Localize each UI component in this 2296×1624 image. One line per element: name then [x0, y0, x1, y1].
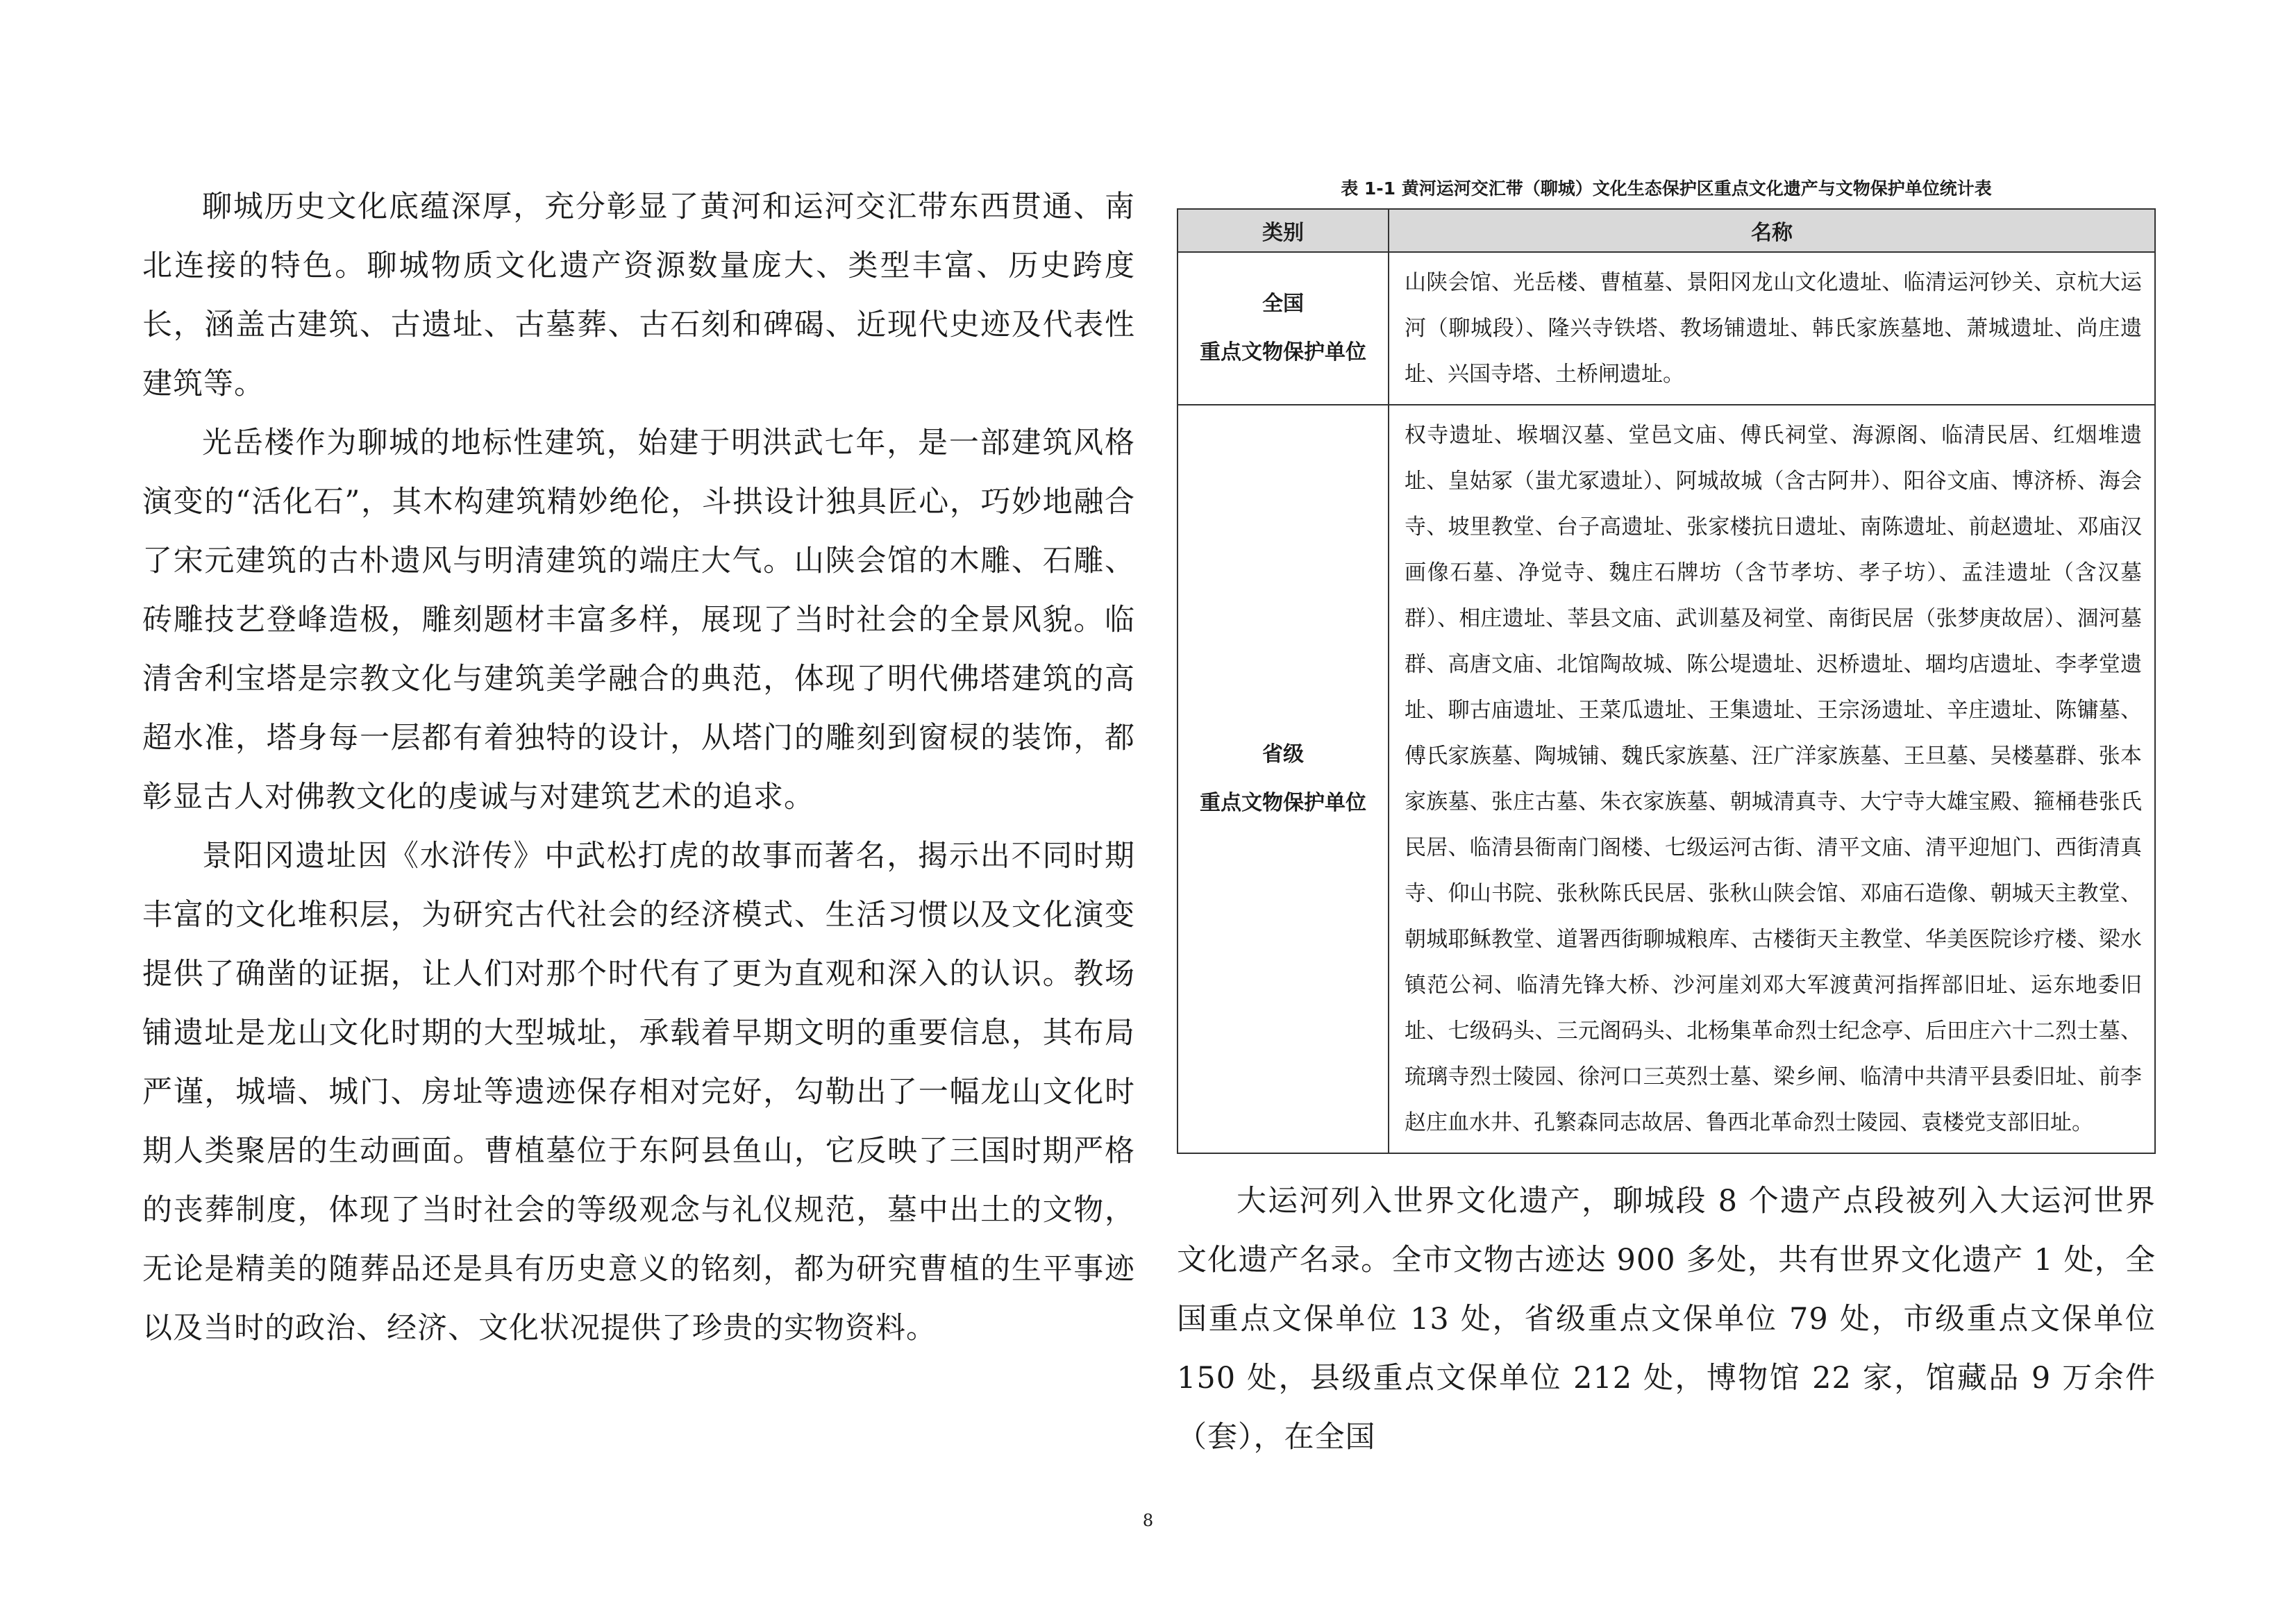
- category-level: 省级: [1262, 742, 1304, 767]
- body-paragraph: 聊城历史文化底蕴深厚，充分彰显了黄河和运河交汇带东西贯通、南北连接的特色。聊城物质文化遗产资源数量庞大、类型丰富、历史跨度长，涵盖古建筑、古遗址、古墓葬、古石刻和碑碣、近现代史迹及代表性建筑等。: [142, 190, 1135, 401]
- category-type: 重点文物保护单位: [1200, 340, 1366, 365]
- category-cell: [1178, 405, 1389, 1153]
- body-paragraph: 景阳冈遗址因《水浒传》中武松打虎的故事而著名，揭示出不同时期丰富的文化堆积层，为研究古代社会的经济模式、生活习惯以及文化演变提供了确凿的证据，让人们对那个时代有了更为直观和深入的认识。教场铺遗址是龙山文化时期的大型城址，承载着早期文明的重要信息，其布局严谨，城墙、城门、房址等遗迹保存相对完好，勾勒出了一幅龙山文化时期人类聚居的生动画面。曹植墓位于东阿县鱼山，它反映了三国时期严格的丧葬制度，体现了当时社会的等级观念与礼仪规范，墓中出土的文物，无论是精美的随葬品还是具有历史意义的铭刻，都为研究曹植的生平事迹以及当时的政治、经济、文化状况提供了珍贵的实物资料。: [142, 839, 1135, 1346]
- right-text-block: [1177, 1172, 2156, 1467]
- names-cell: 权寺遗址、堠堌汉墓、堂邑文庙、傅氏祠堂、海源阁、临清民居、红烟堆遗址、皇姑冢（蚩尤冢遗址）、阿城故城（含古阿井）、阳谷文庙、博济桥、海会寺、坡里教堂、台子高遗址、张家楼抗日遗址、南陈遗址、前赵遗址、邓庙汉画像石墓、净觉寺、魏庄石牌坊（含节孝坊、孝子坊）、孟洼遗址（含汉墓群）、相庄遗址、莘县文庙、武训墓及祠堂、南街民居（张梦庚故居）、涸河墓群、高唐文庙、北馆陶故城、陈公堤遗址、迟桥遗址、堌均店遗址、李孝堂遗址、聊古庙遗址、王菜瓜遗址、王集遗址、王宗汤遗址、辛庄遗址、陈镛墓、傅氏家族墓、陶城铺、魏氏家族墓、汪广洋家族墓、王旦墓、吴楼墓群、张本家族墓、张庄古墓、朱衣家族墓、朝城清真寺、大宁寺大雄宝殿、箍桶巷张氏民居、临清县衙南门阁楼、七级运河古街、清平文庙、清平迎旭门、西街清真寺、仰山书院、张秋陈氏民居、张秋山陕会馆、邓庙石造像、朝城天主教堂、朝城耶稣教堂、道署西街聊城粮库、古楼街天主教堂、华美医院诊疗楼、梁水镇范公祠、临清先锋大桥、沙河崖刘邓大军渡黄河指挥部旧址、运东地委旧址、七级码头、三元阁码头、北杨集革命烈士纪念亭、后田庄六十二烈士墓、琉璃寺烈士陵园、徐河口三英烈士墓、梁乡闸、临清中共清平县委旧址、前李赵庄血水井、孔繁森同志故居、鲁西北革命烈士陵园、袁楼党支部旧址。: [1389, 405, 2155, 1153]
- names-cell: 山陕会馆、光岳楼、曹植墓、景阳冈龙山文化遗址、临清运河钞关、京杭大运河（聊城段）、隆兴寺铁塔、教场铺遗址、韩氏家族墓地、萧城遗址、尚庄遗址、兴国寺塔、土桥闸遗址。: [1389, 252, 2155, 405]
- body-paragraph: 光岳楼作为聊城的地标性建筑，始建于明洪武七年，是一部建筑风格演变的“活化石”，其木构建筑精妙绝伦，斗拱设计独具匠心，巧妙地融合了宋元建筑的古朴遗风与明清建筑的端庄大气。山陕会馆的木雕、石雕、砖雕技艺登峰造极，雕刻题材丰富多样，展现了当时社会的全景风貌。临清舍利宝塔是宗教文化与建筑美学融合的典范，体现了明代佛塔建筑的高超水准，塔身每一层都有着独特的设计，从塔门的雕刻到窗棂的装饰，都彰显古人对佛教文化的虔诚与对建筑艺术的追求。: [142, 426, 1135, 814]
- table-row: [1178, 252, 2155, 405]
- page-number: 8: [1142, 1511, 1154, 1530]
- category-type: 重点文物保护单位: [1200, 791, 1366, 815]
- right-column: [1177, 176, 2156, 1467]
- table-row: [1178, 405, 2155, 1153]
- body-paragraph: 大运河列入世界文化遗产，聊城段 8 个遗产点段被列入大运河世界文化遗产名录。全市文物古迹达 900 多处，共有世界文化遗产 1 处，全国重点文保单位 13 处，省级重点文保单位 79 处，市级重点文保单位 150 处，县级重点文保单位 212 处，博物馆 22 家，馆藏品 9 万余件（套），在全国: [1177, 1184, 2156, 1455]
- header-category: 类别: [1178, 209, 1389, 252]
- category-level: 全国: [1262, 292, 1304, 316]
- left-column: [142, 178, 1135, 1358]
- category-cell: [1178, 252, 1389, 405]
- heritage-table: [1177, 208, 2156, 1154]
- header-names: 名称: [1389, 209, 2155, 252]
- table-caption: 表 1-1 黄河运河交汇带（聊城）文化生态保护区重点文化遗产与文物保护单位统计表: [1341, 178, 1992, 199]
- table-header-row: [1178, 209, 2155, 252]
